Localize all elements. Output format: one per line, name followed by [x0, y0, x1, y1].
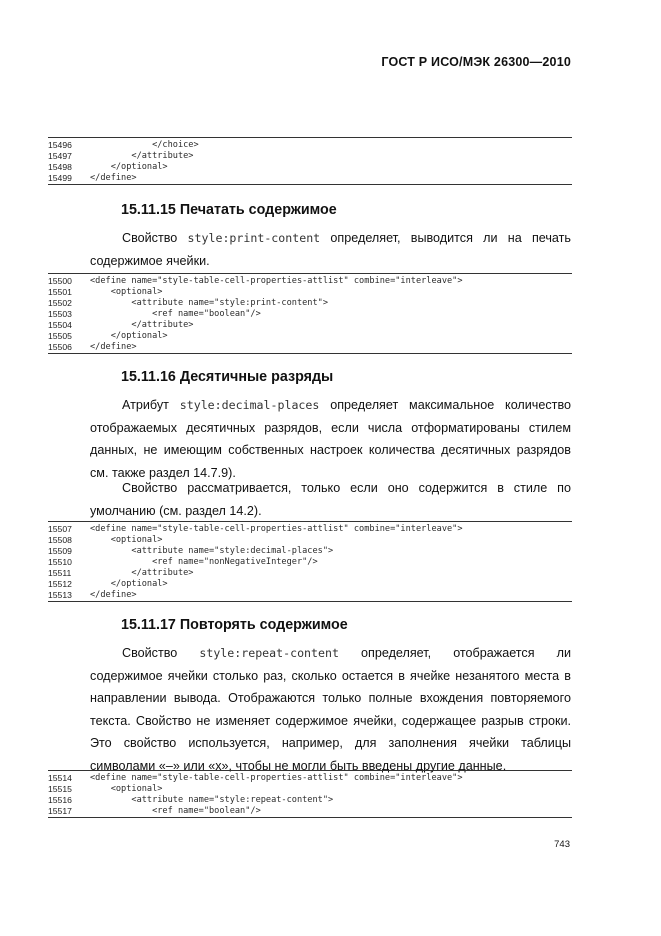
- code-text: </choice>: [90, 140, 199, 150]
- code-text: <ref name="nonNegativeInteger"/>: [90, 557, 318, 567]
- line-number: 15510: [48, 557, 72, 567]
- code-line: [48, 557, 572, 568]
- code-text: <optional>: [90, 784, 163, 794]
- code-text: </attribute>: [90, 151, 194, 161]
- line-number: 15511: [48, 568, 72, 578]
- paragraph: [90, 394, 571, 484]
- section-heading-decimal-places: 15.11.16 Десятичные разряды: [121, 369, 334, 385]
- code-text: </optional>: [90, 579, 168, 589]
- code-text: <define name="style-table-cell-properties-attlist" combine="interleave">: [90, 524, 463, 534]
- code-line: [48, 568, 572, 579]
- code-line: [48, 806, 572, 817]
- page-header: ГОСТ Р ИСО/МЭК 26300—2010: [381, 55, 571, 69]
- code-line: [48, 309, 572, 320]
- code-block-3: [48, 521, 572, 602]
- line-number: 15514: [48, 773, 72, 783]
- paragraph-text: Свойство: [122, 646, 200, 660]
- paragraph-text: Свойство: [122, 231, 188, 245]
- paragraph-text: определяет максимальное количество отображаемых десятичных разрядов, если числа отформатированы стилем данных, не имеющим собственных настроек количества десятичных разрядов см. также раздел 14.7.9).: [90, 398, 571, 480]
- code-line: [48, 140, 572, 151]
- code-block-2: [48, 273, 572, 354]
- paragraph-text: определяет, выводится ли на печать содержимое ячейки.: [90, 231, 571, 268]
- code-line: [48, 546, 572, 557]
- code-block-1: [48, 137, 572, 185]
- code-line: [48, 784, 572, 795]
- line-number: 15501: [48, 287, 72, 297]
- code-line: [48, 342, 572, 353]
- line-number: 15500: [48, 276, 72, 286]
- code-text: <optional>: [90, 535, 163, 545]
- code-line: [48, 276, 572, 287]
- code-line: [48, 162, 572, 173]
- line-number: 15516: [48, 795, 72, 805]
- code-line: [48, 151, 572, 162]
- section-heading-repeat-content: 15.11.17 Повторять содержимое: [121, 617, 348, 633]
- line-number: 15497: [48, 151, 72, 161]
- code-text: <define name="style-table-cell-properties-attlist" combine="interleave">: [90, 276, 463, 286]
- code-text: <attribute name="style:repeat-content">: [90, 795, 334, 805]
- line-number: 15498: [48, 162, 72, 172]
- code-line: [48, 590, 572, 601]
- inline-code: style:print-content: [187, 231, 321, 245]
- line-number: 15512: [48, 579, 72, 589]
- code-text: </optional>: [90, 331, 168, 341]
- code-text: <attribute name="style:print-content">: [90, 298, 328, 308]
- code-line: [48, 320, 572, 331]
- code-text: </optional>: [90, 162, 168, 172]
- inline-code: style:repeat-content: [199, 646, 339, 660]
- code-text: </define>: [90, 590, 137, 600]
- paragraph-text: определяет, отображается ли содержимое ячейки столько раз, сколько остается в ячейке незанятого места в направлении вывода. Отображаются только полные вхождения повторяемого текста. Свойство не изменяет содержимое ячейки, содержащее разрыв строки. Это свойство используется, например, для заполнения ячейки таблицы символами «–» или «х», чтобы не могли быть введены другие данные.: [90, 646, 571, 773]
- page-number: 743: [554, 839, 570, 850]
- line-number: 15504: [48, 320, 72, 330]
- code-block-4: [48, 770, 572, 818]
- code-line: [48, 579, 572, 590]
- code-line: [48, 524, 572, 535]
- code-text: <ref name="boolean"/>: [90, 309, 261, 319]
- code-line: [48, 535, 572, 546]
- line-number: 15503: [48, 309, 72, 319]
- paragraph: [90, 227, 571, 272]
- code-line: [48, 173, 572, 184]
- code-text: <optional>: [90, 287, 163, 297]
- line-number: 15517: [48, 806, 72, 816]
- line-number: 15505: [48, 331, 72, 341]
- line-number: 15506: [48, 342, 72, 352]
- line-number: 15515: [48, 784, 72, 794]
- line-number: 15509: [48, 546, 72, 556]
- code-text: <attribute name="style:decimal-places">: [90, 546, 334, 556]
- code-text: </define>: [90, 342, 137, 352]
- code-line: [48, 773, 572, 784]
- line-number: 15508: [48, 535, 72, 545]
- code-line: [48, 298, 572, 309]
- code-line: [48, 331, 572, 342]
- line-number: 15499: [48, 173, 72, 183]
- line-number: 15507: [48, 524, 72, 534]
- code-text: </attribute>: [90, 320, 194, 330]
- inline-code: style:decimal-places: [179, 398, 320, 412]
- code-text: <define name="style-table-cell-properties-attlist" combine="interleave">: [90, 773, 463, 783]
- paragraph-text: Атрибут: [122, 398, 180, 412]
- line-number: 15513: [48, 590, 72, 600]
- code-text: <ref name="boolean"/>: [90, 806, 261, 816]
- paragraph: [90, 642, 571, 778]
- code-text: </attribute>: [90, 568, 194, 578]
- line-number: 15496: [48, 140, 72, 150]
- code-line: [48, 287, 572, 298]
- code-text: </define>: [90, 173, 137, 183]
- code-line: [48, 795, 572, 806]
- section-heading-print-content: 15.11.15 Печатать содержимое: [121, 202, 337, 218]
- line-number: 15502: [48, 298, 72, 308]
- paragraph: Свойство рассматривается, только если оно содержится в стиле по умолчанию (см. раздел 14.2).: [90, 481, 571, 518]
